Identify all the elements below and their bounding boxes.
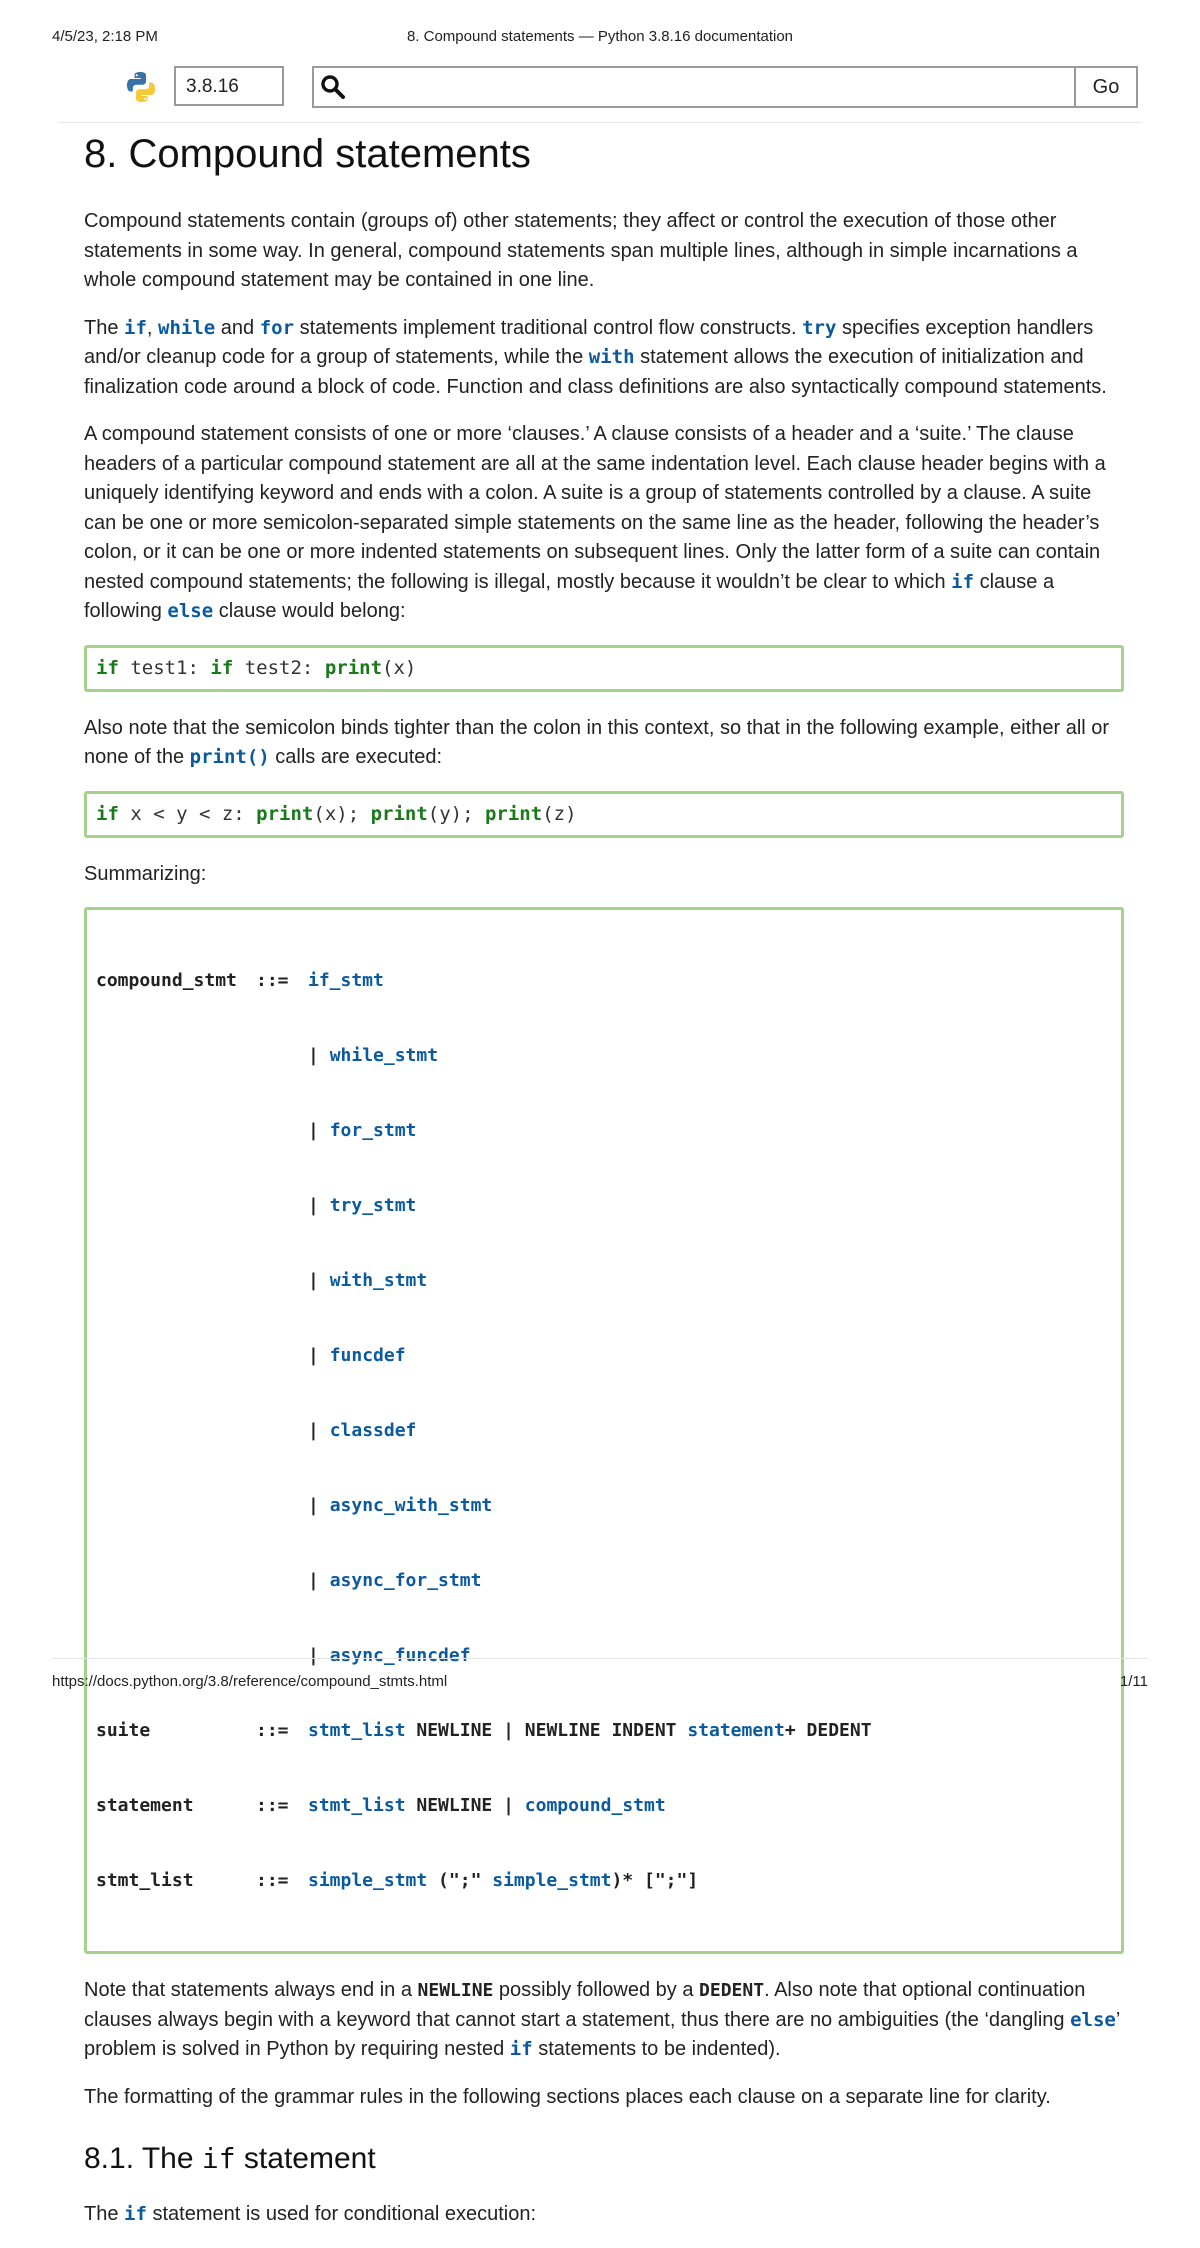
grammar-link-classdef[interactable]: classdef [329,1420,417,1441]
paragraph-clauses: A compound statement consists of one or more ‘clauses.’ A clause consists of a header and a ‘suite.’ The clause headers of a particular compound statement are all at the same indentation level. Each clause header begins with a uniquely identifying keyword and ends with a colon. A suite is a group of statements controlled by a clause. A suite can be one or more semicolon-separated simple statements on the same line as the header, following the header’s colon, or it can be one or more indented statements on subsequent lines. Only the latter form of a suite can contain nested compound statements; the following is illegal, mostly because it wouldn’t be clear to which if clause a following else clause would belong: [84,423,1106,622]
code-example-illegal: if test1: if test2: print(x) [84,645,1124,692]
grammar-link-async-with-stmt[interactable]: async_with_stmt [329,1495,493,1516]
if-keyword-link[interactable]: if [124,2203,147,2225]
paragraph-if-intro: The if statement is used for conditional execution: [84,2203,537,2225]
grammar-link-with-stmt[interactable]: with_stmt [329,1270,428,1291]
grammar-rule-statement: statement ::= stmt_list NEWLINE | compound_stmt [96,1795,666,1816]
try-keyword-link[interactable]: try [802,316,837,339]
for-keyword-link[interactable]: for [259,316,295,339]
search-icon [320,74,346,100]
paragraph-semicolon: Also note that the semicolon binds tighter than the colon in this context, so that in the following example, either all or none of the print() calls are executed: [84,716,1110,768]
if-keyword-link[interactable]: if [951,570,975,593]
grammar-link-async-for-stmt[interactable]: async_for_stmt [329,1570,482,1591]
code-example-semicolon: if x < y < z: print(x); print(y); print(z) [84,791,1124,838]
doc-content [84,126,1124,2248]
grammar-rule-compound-stmt: compound_stmt ::= if_stmt [96,970,384,991]
print-date: 4/5/23, 2:18 PM [52,28,158,45]
grammar-rule-stmt-list: stmt_list ::= simple_stmt (";" simple_stmt)* [";"] [96,1870,699,1891]
doc-topbar [58,64,1142,123]
paragraph-newline-dedent: Note that statements always end in a NEWLINE possibly followed by a DEDENT. Also note that optional continuation clauses always begin with a keyword that cannot start a statement, thus there are no ambiguities (the ‘dangling else’ problem is solved in Python by requiring nested if statements to be indented). [84,1979,1120,2060]
grammar-rule-suite: suite ::= stmt_list NEWLINE | NEWLINE INDENT statement+ DEDENT [96,1720,872,1741]
grammar-link-stmt-list[interactable]: stmt_list [308,1795,406,1816]
grammar-link-try-stmt[interactable]: try_stmt [329,1195,417,1216]
search-input[interactable] [352,70,1070,104]
print-header [52,28,1148,48]
grammar-link-statement[interactable]: statement [687,1720,785,1741]
go-button[interactable]: Go [1074,66,1138,108]
page-title: 8. Compound statements [84,132,531,176]
summarizing-label: Summarizing: [84,862,207,885]
print-page-number: 1/11 [1119,1673,1148,1690]
version-selector[interactable]: 3.8.16 [174,66,284,106]
grammar-link-compound-stmt[interactable]: compound_stmt [524,1795,666,1816]
print-footer [52,1658,1148,1697]
grammar-link-async-funcdef[interactable]: async_funcdef [329,1645,471,1666]
if-keyword-link[interactable]: if [509,2038,533,2060]
print-function-link[interactable]: print() [189,746,270,768]
newline-token: NEWLINE [417,1980,494,2001]
dedent-token: DEDENT [699,1980,765,2001]
grammar-link-if-stmt[interactable]: if_stmt [308,970,384,991]
else-keyword-link[interactable]: else [1070,2008,1116,2031]
while-keyword-link[interactable]: while [158,316,216,339]
paragraph-formatting: The formatting of the grammar rules in the following sections places each clause on a separate line for clarity. [84,2085,1051,2108]
grammar-link-funcdef[interactable]: funcdef [329,1345,406,1366]
paragraph-control-flow: The if, while and for statements implement traditional control flow constructs. try specifies exception handlers and/or cleanup code for a group of statements, while the with statement allows the execution of initialization and finalization code around a block of code. Function and class definitions are also syntactically compound statements. [84,316,1107,398]
intro-paragraph: Compound statements contain (groups of) other statements; they affect or control the execution of those other statements in some way. In general, compound statements span multiple lines, although in simple incarnations a whole compound statement may be contained in one line. [84,210,1078,291]
if-keyword-link[interactable]: if [124,316,147,339]
else-keyword-link[interactable]: else [167,600,214,622]
grammar-link-simple-stmt[interactable]: simple_stmt [492,1870,612,1891]
with-keyword-link[interactable]: with [588,346,635,368]
grammar-link-while-stmt[interactable]: while_stmt [329,1045,439,1066]
grammar-box: compound_stmt ::= if_stmt | while_stmt | for_stmt | try_stmt | with_stmt | funcdef | classdef | async_with_stmt | async_for_stmt | async_funcdef suite ::= stmt_list NEWLINE | NEWLINE INDENT statement+ DEDENT statement ::= stmt_list NEWLINE | compound_stmt stmt_list ::= simple_stmt (";" simple_stmt)* [";"] [84,907,1124,1954]
python-logo-icon[interactable] [124,70,158,104]
grammar-link-stmt-list[interactable]: stmt_list [308,1720,406,1741]
section-heading-if-statement: 8.1. The if statement [84,2142,376,2175]
print-doc-title: 8. Compound statements — Python 3.8.16 documentation [406,28,794,45]
search-box [312,66,1076,108]
grammar-link-for-stmt[interactable]: for_stmt [329,1120,417,1141]
print-url: https://docs.python.org/3.8/reference/compound_stmts.html [52,1673,448,1690]
grammar-link-simple-stmt[interactable]: simple_stmt [308,1870,428,1891]
